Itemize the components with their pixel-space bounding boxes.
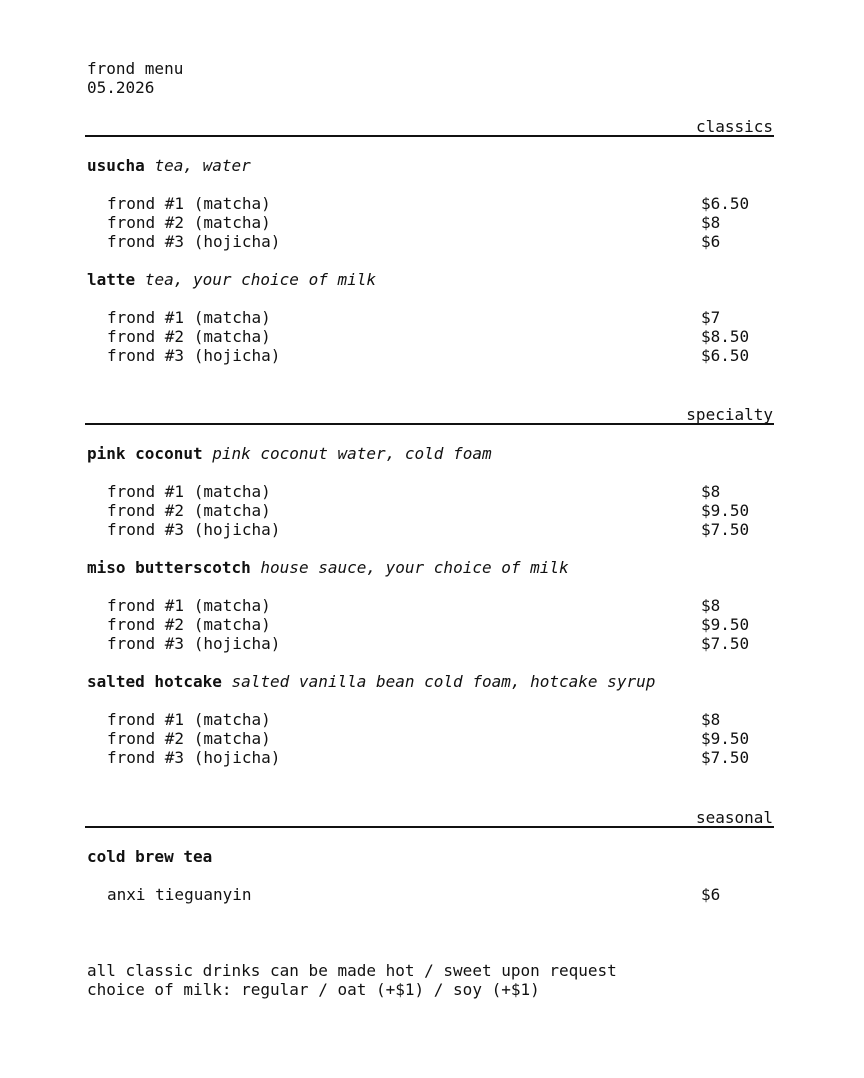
variant-label: frond #2 (matcha) <box>107 327 271 346</box>
variant-label: frond #2 (matcha) <box>107 213 271 232</box>
price-row <box>87 327 774 346</box>
price-value: $9.50 <box>701 501 750 520</box>
price-value: $7 <box>701 308 721 327</box>
price-value: $7.50 <box>701 634 750 653</box>
price-row <box>87 213 774 232</box>
price-row <box>87 748 774 767</box>
menu-header <box>87 59 183 97</box>
price-value: $6.50 <box>701 194 750 213</box>
variant-label: frond #1 (matcha) <box>107 596 271 615</box>
variant-label: anxi tieguanyin <box>107 885 252 904</box>
price-row <box>87 729 774 748</box>
price-value: $7.50 <box>701 748 750 767</box>
section-header <box>85 808 774 828</box>
variant-label: frond #1 (matcha) <box>107 710 271 729</box>
price-value: $6.50 <box>701 346 750 365</box>
price-row <box>87 596 774 615</box>
footer-note: all classic drinks can be made hot / sweet upon request <box>87 961 617 980</box>
drink-name: salted hotcake <box>87 672 222 691</box>
section-classics <box>85 117 774 365</box>
variant-label: frond #3 (hojicha) <box>107 520 281 539</box>
menu-date: 05.2026 <box>87 78 155 97</box>
section-title: specialty <box>686 405 773 424</box>
drink-name: latte <box>87 270 136 289</box>
drink-name: usucha <box>87 156 145 175</box>
section-divider <box>85 135 774 137</box>
price-row <box>87 634 774 653</box>
price-row <box>87 520 774 539</box>
price-value: $8 <box>701 710 721 729</box>
menu-title: frond menu <box>87 59 184 78</box>
price-value: $6 <box>701 232 721 251</box>
section-title: seasonal <box>695 808 773 827</box>
variant-label: frond #2 (matcha) <box>107 501 271 520</box>
price-row <box>87 232 774 251</box>
drink-name: pink coconut <box>87 444 203 463</box>
price-row <box>87 308 774 327</box>
price-row <box>87 346 774 365</box>
variant-label: frond #1 (matcha) <box>107 308 271 327</box>
drink-description: pink coconut water, cold foam <box>212 444 492 463</box>
price-value: $8.50 <box>701 327 750 346</box>
variant-label: frond #2 (matcha) <box>107 729 271 748</box>
price-value: $8 <box>701 596 721 615</box>
drink-miso-butterscotch <box>87 558 774 653</box>
variant-label: frond #3 (hojicha) <box>107 232 281 251</box>
variant-label: frond #3 (hojicha) <box>107 748 281 767</box>
section-divider <box>85 826 774 828</box>
price-value: $9.50 <box>701 615 750 634</box>
price-value: $8 <box>701 482 721 501</box>
section-divider <box>85 423 774 425</box>
variant-label: frond #2 (matcha) <box>107 615 271 634</box>
price-value: $7.50 <box>701 520 750 539</box>
section-header <box>85 117 774 137</box>
variant-label: frond #1 (matcha) <box>107 194 271 213</box>
drink-description: tea, water <box>154 156 251 175</box>
section-specialty <box>85 405 774 767</box>
price-row <box>87 885 774 904</box>
drink-usucha <box>87 156 774 251</box>
section-header <box>85 405 774 425</box>
drink-description: house sauce, your choice of milk <box>260 558 569 577</box>
price-row <box>87 615 774 634</box>
drink-cold-brew-tea <box>87 847 774 904</box>
price-row <box>87 501 774 520</box>
price-row <box>87 482 774 501</box>
drink-name: cold brew tea <box>87 847 213 866</box>
price-value: $9.50 <box>701 729 750 748</box>
drink-name: miso butterscotch <box>87 558 251 577</box>
variant-label: frond #3 (hojicha) <box>107 346 281 365</box>
section-title: classics <box>695 117 773 136</box>
drink-latte <box>87 270 774 365</box>
footer-milk-options: choice of milk: regular / oat (+$1) / soy (+$1) <box>87 980 540 999</box>
price-row <box>87 194 774 213</box>
price-value: $6 <box>701 885 721 904</box>
drink-pink-coconut <box>87 444 774 539</box>
price-row <box>87 710 774 729</box>
variant-label: frond #3 (hojicha) <box>107 634 281 653</box>
drink-salted-hotcake <box>87 672 774 767</box>
price-value: $8 <box>701 213 721 232</box>
drink-description: tea, your choice of milk <box>144 270 376 289</box>
menu-footer <box>87 961 617 999</box>
variant-label: frond #1 (matcha) <box>107 482 271 501</box>
drink-description: salted vanilla bean cold foam, hotcake syrup <box>231 672 656 691</box>
section-seasonal <box>85 808 774 904</box>
